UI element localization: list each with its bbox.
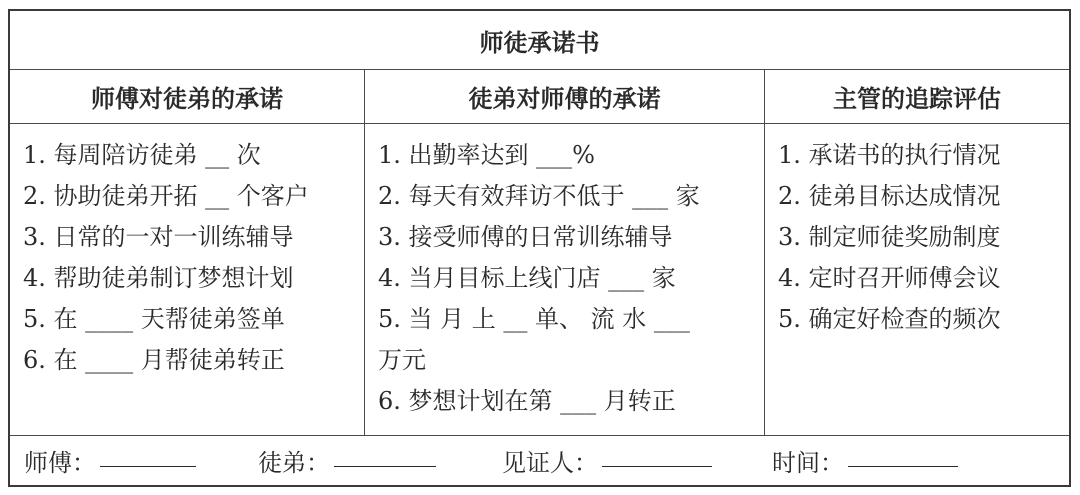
column-header-master: 师傅对徒弟的承诺 xyxy=(10,70,365,123)
list-item: 5. 当 月 上 __ 单、 流 水 ___ xyxy=(378,305,690,333)
list-item: 5. 在 ____ 天帮徒弟签单 xyxy=(23,305,285,333)
list-item: 1. 承诺书的执行情况 xyxy=(778,141,1001,169)
list-item: 5. 确定好检查的频次 xyxy=(778,305,1001,333)
form-title: 师徒承诺书 xyxy=(10,11,1069,70)
supervisor-evaluation xyxy=(765,124,1069,435)
time-line xyxy=(848,465,958,467)
master-signature-line xyxy=(100,465,196,467)
list-item: 4. 帮助徒弟制订梦想计划 xyxy=(23,264,294,292)
master-commitments xyxy=(10,124,365,435)
list-item: 3. 日常的一对一训练辅导 xyxy=(23,223,294,251)
column-header-supervisor: 主管的追踪评估 xyxy=(833,85,1001,113)
list-item: 4. 当月目标上线门店 ___ 家 xyxy=(378,264,676,292)
apprentice-signature-line xyxy=(334,465,436,467)
time-field[interactable] xyxy=(772,443,958,478)
list-item-continuation: 万元 xyxy=(378,346,426,374)
witness-signature-field[interactable] xyxy=(502,443,772,478)
list-item: 2. 徒弟目标达成情况 xyxy=(778,182,1001,210)
commitment-form xyxy=(8,9,1071,487)
column-header-apprentice: 徒弟对师傅的承诺 xyxy=(365,70,765,123)
apprentice-signature-field[interactable] xyxy=(258,443,502,478)
list-item: 6. 在 ____ 月帮徒弟转正 xyxy=(23,346,285,374)
list-item: 3. 接受师傅的日常训练辅导 xyxy=(378,223,673,251)
column-header-row xyxy=(10,70,1069,124)
list-item: 2. 协助徒弟开拓 __ 个客户 xyxy=(23,182,309,210)
apprentice-signature-label: 徒弟： xyxy=(258,449,330,477)
signature-row xyxy=(10,436,1069,485)
apprentice-commitments xyxy=(365,124,765,435)
witness-signature-label: 见证人： xyxy=(502,449,598,477)
list-item: 4. 定时召开师傅会议 xyxy=(778,264,1001,292)
list-item: 1. 每周陪访徒弟 __ 次 xyxy=(23,141,261,169)
list-item: 6. 梦想计划在第 ___ 月转正 xyxy=(378,387,676,415)
commitment-body-row xyxy=(10,124,1069,436)
list-item: 1. 出勤率达到 ___% xyxy=(378,141,595,169)
witness-signature-line xyxy=(602,465,712,467)
master-signature-field[interactable] xyxy=(24,443,258,478)
time-label: 时间： xyxy=(772,449,844,477)
master-signature-label: 师傅： xyxy=(24,449,96,477)
list-item: 3. 制定师徒奖励制度 xyxy=(778,223,1001,251)
list-item: 2. 每天有效拜访不低于 ___ 家 xyxy=(378,182,700,210)
